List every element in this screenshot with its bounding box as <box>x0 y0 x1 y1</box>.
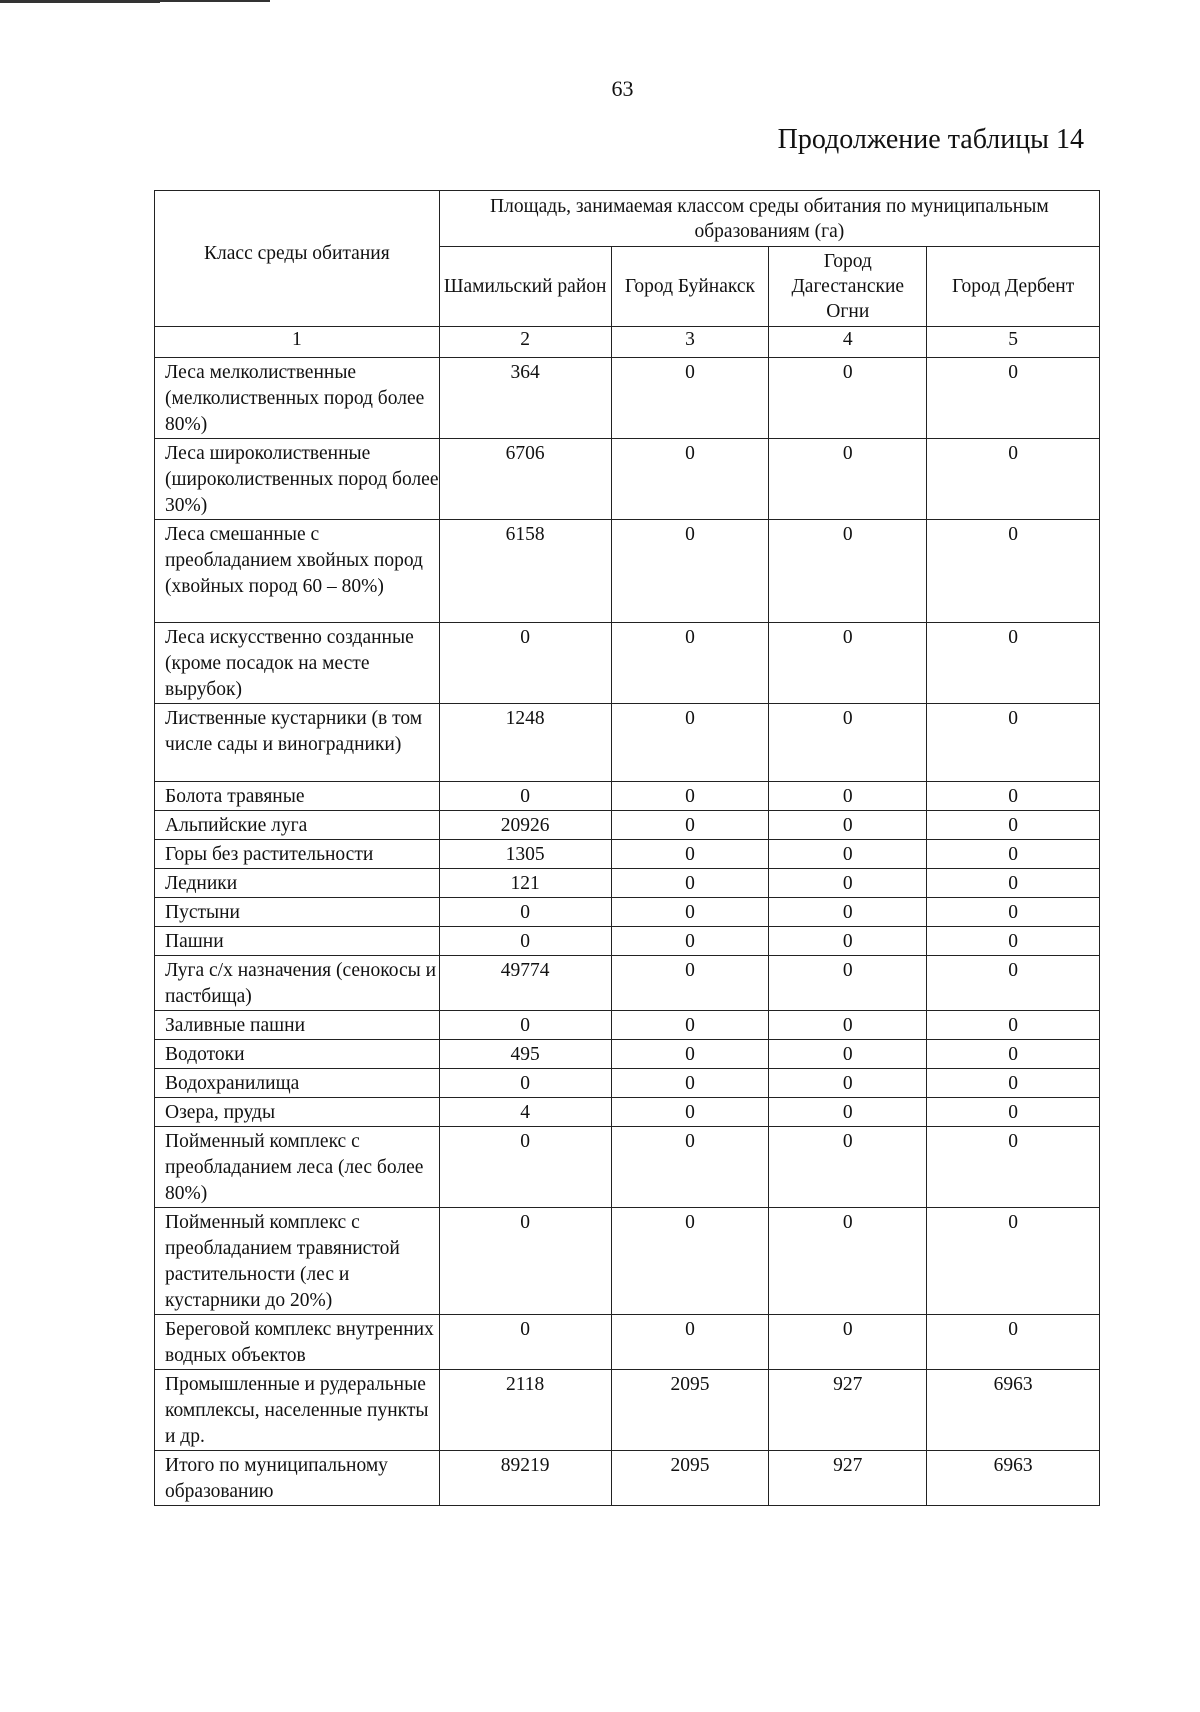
column-number: 4 <box>769 327 927 358</box>
habitat-class-name: Болота травяные <box>155 782 440 811</box>
habitat-class-name: Промышленные и рудеральные комплексы, населенные пункты и др. <box>155 1370 440 1451</box>
column-number: 5 <box>927 327 1100 358</box>
area-value: 0 <box>611 704 769 782</box>
area-value: 0 <box>769 956 927 1011</box>
header-column: Город Дербент <box>927 247 1100 327</box>
area-value: 0 <box>611 869 769 898</box>
area-value: 0 <box>611 1011 769 1040</box>
area-value: 0 <box>769 358 927 439</box>
habitat-class-name: Итого по муниципальному образованию <box>155 1451 440 1506</box>
area-value: 364 <box>439 358 611 439</box>
area-value: 0 <box>611 811 769 840</box>
area-value: 0 <box>769 840 927 869</box>
table-row <box>155 1315 1100 1370</box>
table-row <box>155 704 1100 782</box>
area-value: 0 <box>769 869 927 898</box>
table-row <box>155 840 1100 869</box>
header-column: Город Дагестанские Огни <box>769 247 927 327</box>
area-value: 0 <box>927 840 1100 869</box>
area-value: 927 <box>769 1451 927 1506</box>
area-value: 0 <box>927 1011 1100 1040</box>
area-value: 0 <box>611 782 769 811</box>
area-value: 49774 <box>439 956 611 1011</box>
area-value: 1305 <box>439 840 611 869</box>
area-value: 0 <box>927 782 1100 811</box>
area-value: 0 <box>611 1098 769 1127</box>
table-row <box>155 1098 1100 1127</box>
area-value: 0 <box>927 704 1100 782</box>
habitat-class-name: Пустыни <box>155 898 440 927</box>
page-number: 63 <box>611 76 634 101</box>
area-value: 0 <box>927 623 1100 704</box>
table-row <box>155 927 1100 956</box>
area-value: 0 <box>769 1011 927 1040</box>
table-row <box>155 1069 1100 1098</box>
habitat-class-name: Водохранилища <box>155 1069 440 1098</box>
area-value: 0 <box>927 1098 1100 1127</box>
column-number: 3 <box>611 327 769 358</box>
header-column: Шамильский район <box>439 247 611 327</box>
area-value: 0 <box>611 1127 769 1208</box>
area-value: 0 <box>611 1315 769 1370</box>
area-value: 0 <box>611 520 769 623</box>
table-row <box>155 956 1100 1011</box>
area-value: 4 <box>439 1098 611 1127</box>
area-value: 0 <box>769 1069 927 1098</box>
area-value: 0 <box>769 1127 927 1208</box>
table-row <box>155 358 1100 439</box>
area-value: 0 <box>439 1127 611 1208</box>
column-number: 1 <box>155 327 440 358</box>
scan-artifact-line <box>0 2 160 3</box>
area-value: 0 <box>611 956 769 1011</box>
table-row <box>155 811 1100 840</box>
area-value: 6706 <box>439 439 611 520</box>
area-value: 0 <box>769 782 927 811</box>
area-value: 0 <box>611 840 769 869</box>
area-value: 0 <box>927 439 1100 520</box>
area-value: 0 <box>439 1208 611 1315</box>
area-value: 0 <box>769 1208 927 1315</box>
area-value: 121 <box>439 869 611 898</box>
area-value: 0 <box>439 1069 611 1098</box>
table-row <box>155 782 1100 811</box>
habitat-class-name: Леса широколиственные (широколиственных пород более 30%) <box>155 439 440 520</box>
area-value: 0 <box>439 1011 611 1040</box>
habitat-class-name: Береговой комплекс внутренних водных объектов <box>155 1315 440 1370</box>
header-class-label: Класс среды обитания <box>155 191 440 327</box>
table-header <box>155 191 1100 358</box>
habitat-class-name: Леса искусственно созданные (кроме посадок на месте вырубок) <box>155 623 440 704</box>
area-value: 0 <box>927 520 1100 623</box>
area-value: 0 <box>927 898 1100 927</box>
area-value: 0 <box>927 1315 1100 1370</box>
area-value: 0 <box>611 358 769 439</box>
area-value: 2095 <box>611 1370 769 1451</box>
habitat-class-name: Альпийские луга <box>155 811 440 840</box>
table-row <box>155 1208 1100 1315</box>
habitat-class-name: Пашни <box>155 927 440 956</box>
table-row <box>155 1011 1100 1040</box>
habitat-class-name: Пойменный комплекс с преобладанием леса (лес более 80%) <box>155 1127 440 1208</box>
table-row <box>155 1127 1100 1208</box>
area-value: 0 <box>769 704 927 782</box>
area-value: 0 <box>927 956 1100 1011</box>
habitat-area-table <box>154 190 1100 1506</box>
column-number: 2 <box>439 327 611 358</box>
header-column: Город Буйнакск <box>611 247 769 327</box>
habitat-class-name: Горы без растительности <box>155 840 440 869</box>
area-value: 0 <box>927 1069 1100 1098</box>
area-value: 0 <box>611 623 769 704</box>
habitat-class-name: Ледники <box>155 869 440 898</box>
area-value: 0 <box>611 1069 769 1098</box>
habitat-class-name: Пойменный комплекс с преобладанием травянистой растительности (лес и кустарники до 20%) <box>155 1208 440 1315</box>
area-value: 0 <box>439 898 611 927</box>
table-row <box>155 1451 1100 1506</box>
table-row <box>155 1040 1100 1069</box>
habitat-class-name: Леса мелколиственные (мелколиственных пород более 80%) <box>155 358 440 439</box>
habitat-class-name: Озера, пруды <box>155 1098 440 1127</box>
area-value: 1248 <box>439 704 611 782</box>
table-continuation-title: Продолжение таблицы 14 <box>777 124 1084 155</box>
area-value: 0 <box>769 1315 927 1370</box>
header-area-label: Площадь, занимаемая классом среды обитания по муниципальным образованиям (га) <box>439 191 1099 247</box>
area-value: 6963 <box>927 1451 1100 1506</box>
table-body <box>155 358 1100 1506</box>
area-value: 0 <box>769 811 927 840</box>
habitat-class-name: Луга с/х назначения (сенокосы и пастбища) <box>155 956 440 1011</box>
area-value: 0 <box>439 927 611 956</box>
table-row <box>155 898 1100 927</box>
area-value: 20926 <box>439 811 611 840</box>
area-value: 0 <box>769 520 927 623</box>
area-value: 0 <box>769 898 927 927</box>
table-row <box>155 869 1100 898</box>
area-value: 0 <box>927 358 1100 439</box>
area-value: 89219 <box>439 1451 611 1506</box>
area-value: 6158 <box>439 520 611 623</box>
habitat-class-name: Заливные пашни <box>155 1011 440 1040</box>
area-value: 0 <box>927 927 1100 956</box>
area-value: 0 <box>439 1315 611 1370</box>
area-value: 0 <box>769 623 927 704</box>
area-value: 927 <box>769 1370 927 1451</box>
area-value: 0 <box>611 1208 769 1315</box>
area-value: 2095 <box>611 1451 769 1506</box>
area-value: 0 <box>439 623 611 704</box>
table-row <box>155 520 1100 623</box>
area-value: 6963 <box>927 1370 1100 1451</box>
area-value: 0 <box>439 782 611 811</box>
area-value: 0 <box>611 1040 769 1069</box>
area-value: 0 <box>611 439 769 520</box>
area-value: 0 <box>611 927 769 956</box>
area-value: 0 <box>927 1040 1100 1069</box>
habitat-class-name: Лиственные кустарники (в том числе сады и виноградники) <box>155 704 440 782</box>
area-value: 0 <box>611 898 769 927</box>
area-value: 0 <box>927 869 1100 898</box>
area-value: 0 <box>769 439 927 520</box>
area-value: 0 <box>769 1040 927 1069</box>
area-value: 0 <box>927 811 1100 840</box>
table-row <box>155 439 1100 520</box>
column-numbers-row <box>155 327 1100 358</box>
habitat-class-name: Водотоки <box>155 1040 440 1069</box>
area-value: 2118 <box>439 1370 611 1451</box>
area-value: 0 <box>769 1098 927 1127</box>
habitat-class-name: Леса смешанные с преобладанием хвойных пород (хвойных пород 60 – 80%) <box>155 520 440 623</box>
area-value: 0 <box>927 1127 1100 1208</box>
table-row <box>155 1370 1100 1451</box>
table-row <box>155 623 1100 704</box>
area-value: 0 <box>769 927 927 956</box>
area-value: 495 <box>439 1040 611 1069</box>
area-value: 0 <box>927 1208 1100 1315</box>
